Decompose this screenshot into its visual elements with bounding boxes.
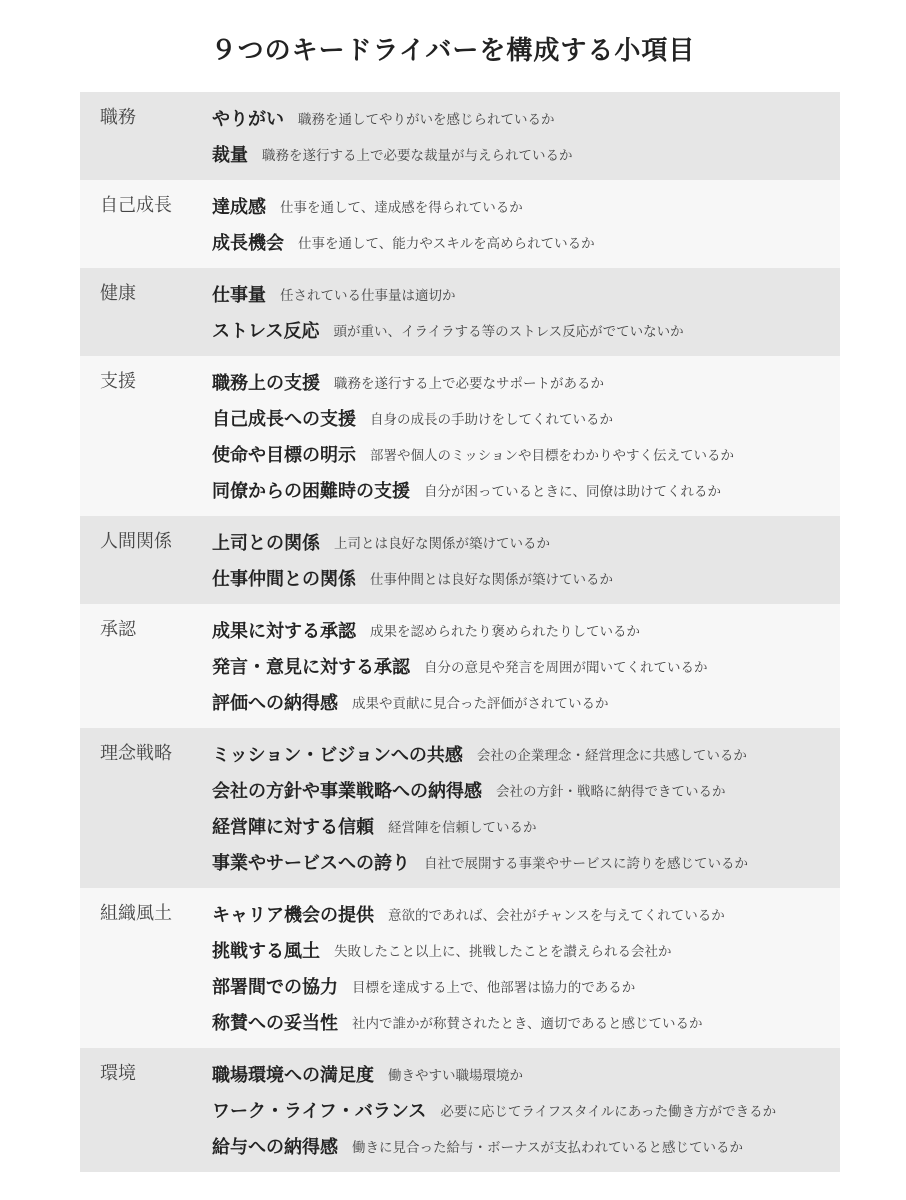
sub-item-title: 仕事仲間との関係	[212, 569, 356, 590]
sub-item-list	[212, 276, 840, 348]
sub-item-title: ミッション・ビジョンへの共感	[212, 745, 463, 766]
sub-item-title: 給与への納得感	[212, 1137, 338, 1158]
sub-item-description: 職務を遂行する上で必要なサポートがあるか	[334, 376, 604, 392]
sub-item-title: 職務上の支援	[212, 373, 320, 394]
sub-item-title: 称賛への妥当性	[212, 1013, 338, 1034]
sub-item	[212, 472, 840, 508]
sub-item-title: 事業やサービスへの誇り	[212, 853, 410, 874]
sub-item-description: 成果を認められたり褒められたりしているか	[370, 624, 640, 640]
sub-item-title: 職場環境への満足度	[212, 1065, 374, 1086]
sub-item-title: 部署間での協力	[212, 977, 338, 998]
sub-item	[212, 844, 840, 880]
sub-item-title: 経営陣に対する信頼	[212, 817, 374, 838]
driver-section	[80, 180, 840, 268]
sub-item-title: 成長機会	[212, 233, 284, 254]
sub-item-description: 自分の意見や発言を周囲が聞いてくれているか	[424, 660, 708, 676]
driver-category: 職務	[100, 107, 136, 128]
driver-category: 自己成長	[100, 195, 172, 216]
sub-item	[212, 312, 840, 348]
sub-item-list	[212, 100, 840, 172]
driver-section	[80, 888, 840, 1048]
sub-item-list	[212, 736, 840, 880]
sub-item-title: 会社の方針や事業戦略への納得感	[212, 781, 482, 802]
sub-item-description: 仕事を通して、能力やスキルを高められているか	[298, 236, 595, 252]
sub-item-description: 経営陣を信頼しているか	[388, 820, 537, 836]
sub-item-list	[212, 1056, 840, 1164]
sub-item-description: 部署や個人のミッションや目標をわかりやすく伝えているか	[370, 448, 734, 464]
sub-item	[212, 932, 840, 968]
sub-item-title: 上司との関係	[212, 533, 320, 554]
sub-item-list	[212, 896, 840, 1040]
sub-item	[212, 772, 840, 808]
sub-item-description: 任されている仕事量は適切か	[280, 288, 456, 304]
sub-item	[212, 612, 840, 648]
driver-category: 承認	[100, 619, 136, 640]
sub-item-title: 評価への納得感	[212, 693, 338, 714]
sub-item-description: 自身の成長の手助けをしてくれているか	[370, 412, 613, 428]
sub-item-title: キャリア機会の提供	[212, 905, 374, 926]
sub-item-description: 意欲的であれば、会社がチャンスを与えてくれているか	[388, 908, 725, 924]
sub-item	[212, 436, 840, 472]
sub-item-description: 仕事を通して、達成感を得られているか	[280, 200, 523, 216]
sub-item-description: 働きに見合った給与・ボーナスが支払われていると感じているか	[352, 1140, 743, 1156]
sub-item	[212, 188, 840, 224]
driver-category: 環境	[100, 1063, 136, 1084]
driver-section	[80, 728, 840, 888]
sub-item-description: 自社で展開する事業やサービスに誇りを感じているか	[424, 856, 748, 872]
sub-item-description: 社内で誰かが称賛されたとき、適切であると感じているか	[352, 1016, 703, 1032]
key-driver-table	[80, 92, 840, 1172]
sub-item-description: 失敗したこと以上に、挑戦したことを讃えられる会社か	[334, 944, 672, 960]
driver-category: 理念戦略	[100, 743, 172, 764]
sub-item-list	[212, 188, 840, 260]
sub-item-description: 成果や貢献に見合った評価がされているか	[352, 696, 609, 712]
sub-item	[212, 400, 840, 436]
sub-item-list	[212, 524, 840, 596]
sub-item	[212, 684, 840, 720]
sub-item-title: 使命や目標の明示	[212, 445, 356, 466]
sub-item-description: 仕事仲間とは良好な関係が築けているか	[370, 572, 613, 588]
sub-item	[212, 896, 840, 932]
sub-item-description: 自分が困っているときに、同僚は助けてくれるか	[424, 484, 721, 500]
sub-item	[212, 1128, 840, 1164]
driver-section	[80, 92, 840, 180]
driver-section	[80, 356, 840, 516]
sub-item-title: 裁量	[212, 145, 248, 166]
driver-section	[80, 268, 840, 356]
sub-item-description: 職務を通してやりがいを感じられているか	[298, 112, 555, 128]
sub-item-list	[212, 612, 840, 720]
sub-item	[212, 276, 840, 312]
sub-item-title: 達成感	[212, 197, 266, 218]
sub-item	[212, 1004, 840, 1040]
sub-item	[212, 648, 840, 684]
sub-item-title: 成果に対する承認	[212, 621, 356, 642]
sub-item	[212, 968, 840, 1004]
page-title: ９つのキードライバーを構成する小項目	[210, 36, 696, 66]
sub-item	[212, 364, 840, 400]
sub-item	[212, 524, 840, 560]
sub-item-title: 仕事量	[212, 285, 266, 306]
sub-item-description: 働きやすい職場環境か	[388, 1068, 523, 1084]
sub-item	[212, 808, 840, 844]
sub-item-list	[212, 364, 840, 508]
driver-category: 人間関係	[100, 531, 172, 552]
sub-item	[212, 136, 840, 172]
sub-item-title: 挑戦する風土	[212, 941, 320, 962]
sub-item-description: 頭が重い、イライラする等のストレス反応がでていないか	[333, 324, 684, 340]
sub-item	[212, 560, 840, 596]
sub-item	[212, 736, 840, 772]
sub-item-description: 職務を遂行する上で必要な裁量が与えられているか	[262, 148, 573, 164]
sub-item-description: 上司とは良好な関係が築けているか	[334, 536, 550, 552]
sub-item-title: 同僚からの困難時の支援	[212, 481, 410, 502]
sub-item-title: やりがい	[212, 109, 284, 130]
sub-item-title: ワーク・ライフ・バランス	[212, 1101, 427, 1122]
sub-item	[212, 1056, 840, 1092]
sub-item-description: 会社の企業理念・経営理念に共感しているか	[476, 748, 747, 764]
sub-item-title: 発言・意見に対する承認	[212, 657, 410, 678]
sub-item-title: ストレス反応	[212, 321, 320, 342]
sub-item-description: 目標を達成する上で、他部署は協力的であるか	[352, 980, 636, 996]
driver-category: 組織風土	[100, 903, 172, 924]
sub-item-description: 会社の方針・戦略に納得できているか	[496, 784, 726, 800]
driver-category: 支援	[100, 371, 136, 392]
driver-category: 健康	[100, 283, 136, 304]
sub-item-title: 自己成長への支援	[212, 409, 356, 430]
sub-item-description: 必要に応じてライフスタイルにあった働き方ができるか	[440, 1104, 777, 1120]
sub-item	[212, 1092, 840, 1128]
driver-section	[80, 516, 840, 604]
sub-item	[212, 224, 840, 260]
sub-item	[212, 100, 840, 136]
driver-section	[80, 1048, 840, 1172]
driver-section	[80, 604, 840, 728]
